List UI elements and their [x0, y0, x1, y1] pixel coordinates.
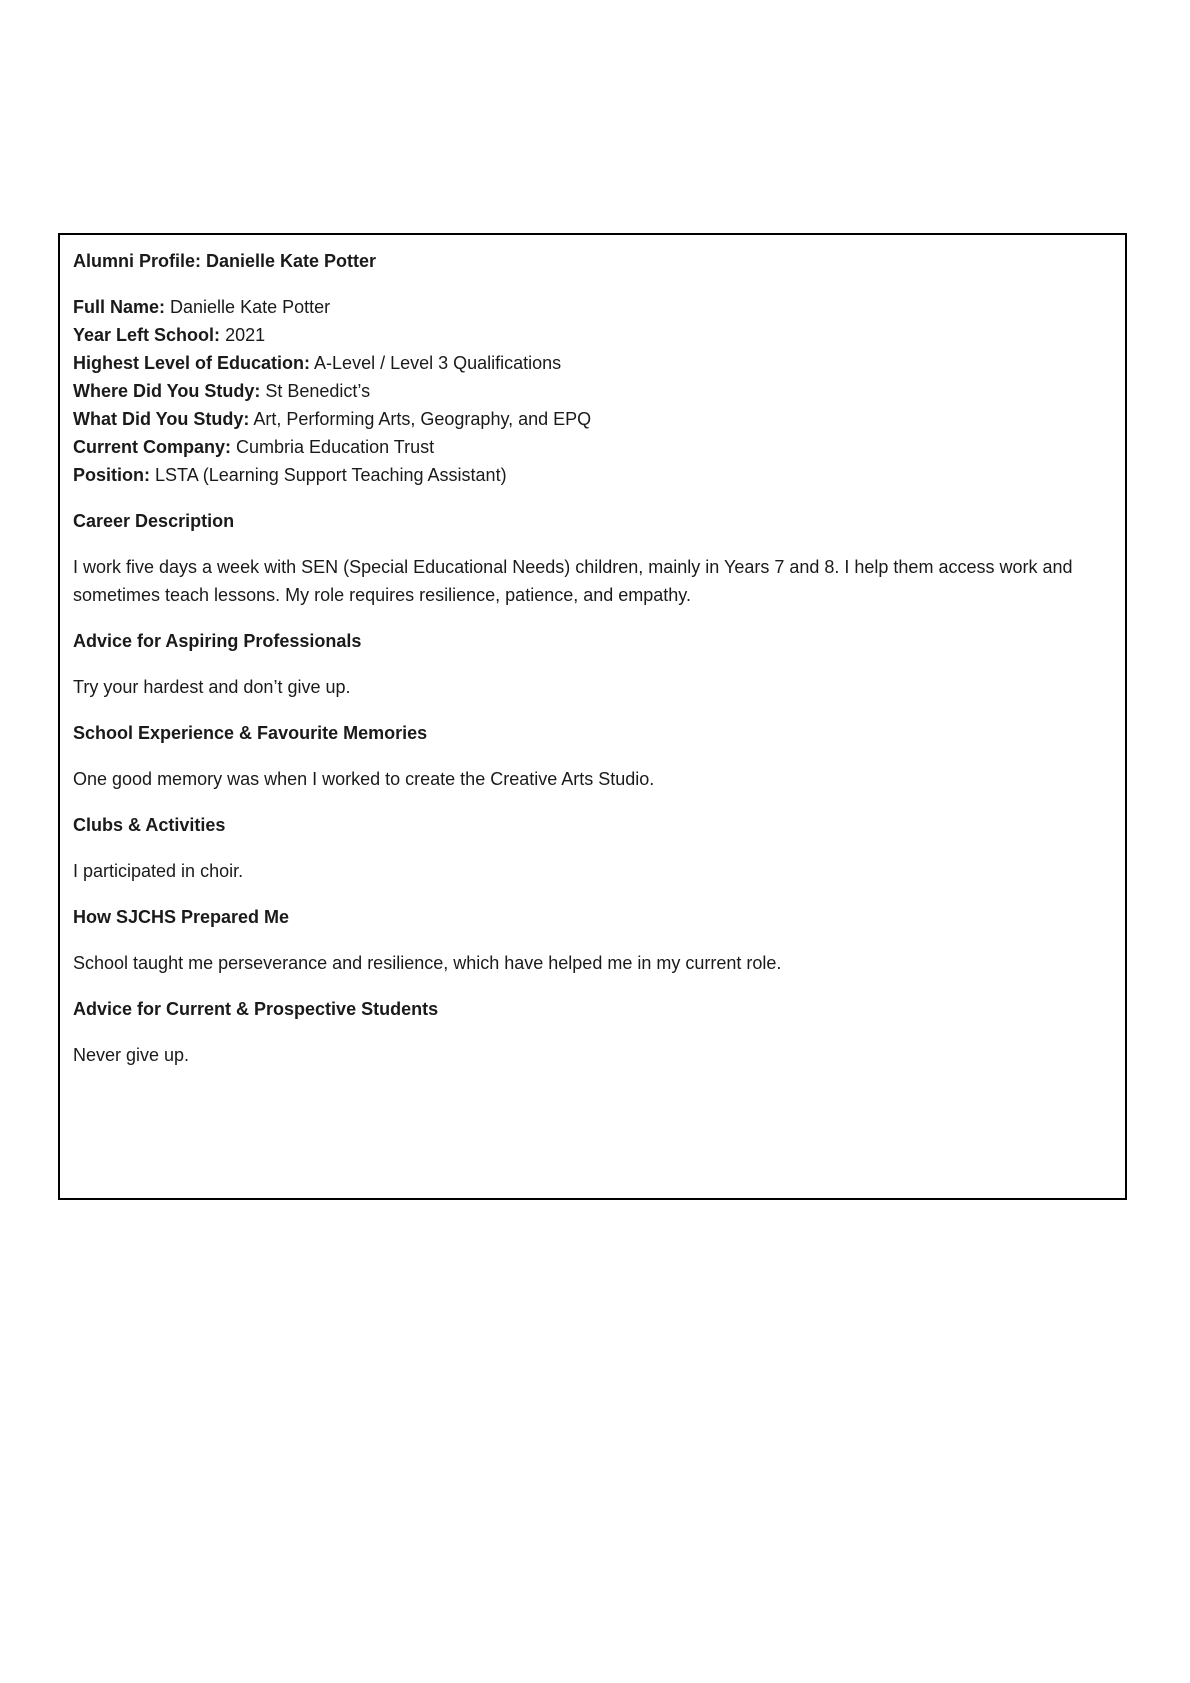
field-year-left-school-label: Year Left School: — [73, 325, 221, 345]
section-body-how-sjchs-prepared-me: School taught me perseverance and resilience, which have helped me in my current role. — [73, 953, 782, 973]
field-highest-education-value: A-Level / Level 3 Qualifications — [314, 353, 562, 373]
field-year-left-school-value: 2021 — [225, 325, 266, 345]
field-what-did-you-study-label: What Did You Study: — [73, 409, 250, 429]
section-body-advice-current-students: Never give up. — [73, 1045, 190, 1065]
field-current-company-value: Cumbria Education Trust — [236, 437, 435, 457]
section-heading-career-description: Career Description — [73, 511, 235, 531]
field-position-value: LSTA (Learning Support Teaching Assistant) — [155, 465, 507, 485]
field-current-company — [73, 433, 1110, 461]
field-full-name-label: Full Name: — [73, 297, 166, 317]
field-what-did-you-study-value: Art, Performing Arts, Geography, and EPQ — [253, 409, 592, 429]
field-position-label: Position: — [73, 465, 150, 485]
field-position — [73, 461, 1110, 489]
section-heading-advice-current-students: Advice for Current & Prospective Students — [73, 999, 439, 1019]
section-body-school-experience: One good memory was when I worked to create the Creative Arts Studio. — [73, 769, 655, 789]
field-highest-education-label: Highest Level of Education: — [73, 353, 311, 373]
section-body-career-description: I work five days a week with SEN (Special Educational Needs) children, mainly in Years 7 and 8. I help them access work and sometimes teach lessons. My role requires resilience, patience, and empathy. — [73, 557, 1073, 605]
field-where-did-you-study-label: Where Did You Study: — [73, 381, 261, 401]
section-body-clubs-activities: I participated in choir. — [73, 861, 244, 881]
profile-fields — [73, 293, 1110, 489]
field-highest-education — [73, 349, 1110, 377]
field-current-company-label: Current Company: — [73, 437, 232, 457]
section-heading-how-sjchs-prepared-me: How SJCHS Prepared Me — [73, 907, 290, 927]
section-heading-school-experience: School Experience & Favourite Memories — [73, 723, 428, 743]
section-heading-advice-aspiring: Advice for Aspiring Professionals — [73, 631, 362, 651]
field-where-did-you-study-value: St Benedict’s — [265, 381, 371, 401]
section-heading-clubs-activities: Clubs & Activities — [73, 815, 226, 835]
field-where-did-you-study — [73, 377, 1110, 405]
alumni-profile-card — [58, 233, 1127, 1200]
field-what-did-you-study — [73, 405, 1110, 433]
field-year-left-school — [73, 321, 1110, 349]
section-body-advice-aspiring: Try your hardest and don’t give up. — [73, 677, 351, 697]
field-full-name — [73, 293, 1110, 321]
page-title: Alumni Profile: Danielle Kate Potter — [73, 251, 377, 271]
field-full-name-value: Danielle Kate Potter — [170, 297, 331, 317]
